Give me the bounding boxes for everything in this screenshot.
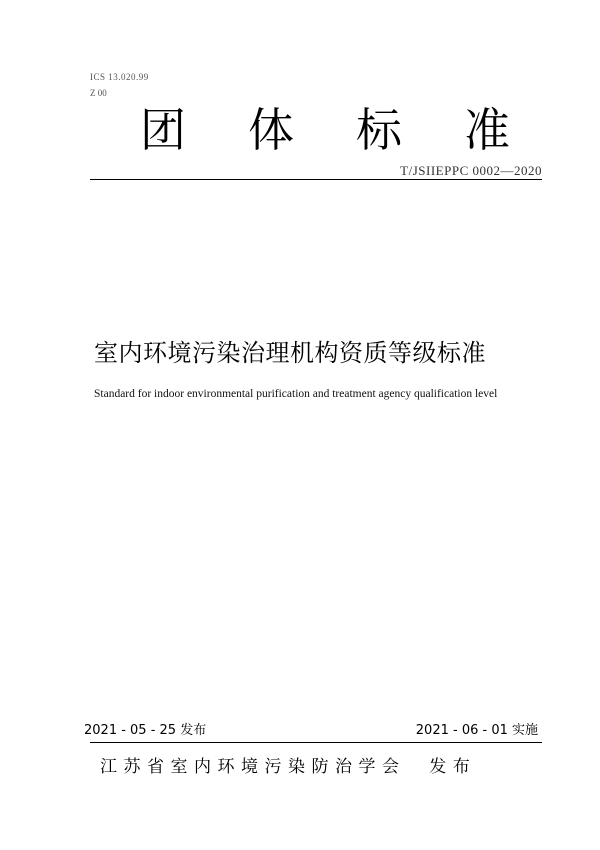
standard-type-char: 准 bbox=[464, 103, 510, 157]
ics-code: ICS 13.020.99 bbox=[90, 72, 149, 82]
bottom-divider bbox=[90, 742, 542, 743]
implementation-date: 2021 - 06 - 01 实施 bbox=[415, 723, 538, 738]
top-divider bbox=[90, 179, 542, 180]
standard-type-heading bbox=[140, 100, 510, 160]
standard-type-char: 体 bbox=[248, 103, 294, 157]
ccs-code: Z 00 bbox=[90, 88, 107, 98]
standard-number: T/JSIIEPPC 0002—2020 bbox=[400, 163, 542, 178]
standard-type-char: 团 bbox=[140, 103, 186, 157]
document-title-en: Standard for indoor environmental purification and treatment agency qualification level bbox=[94, 388, 498, 400]
standard-type-char: 标 bbox=[356, 103, 402, 157]
issue-date: 2021 - 05 - 25 发布 bbox=[84, 723, 207, 738]
document-title-zh: 室内环境污染治理机构资质等级标准 bbox=[94, 339, 486, 367]
publisher: 江苏省室内环境污染防治学会 发布 bbox=[100, 757, 477, 777]
